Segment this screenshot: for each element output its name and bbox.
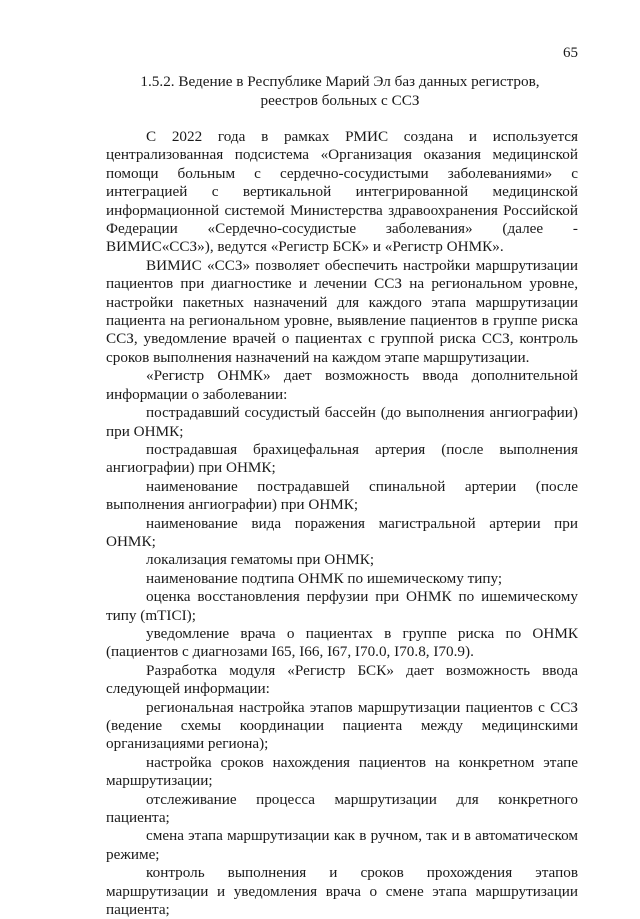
paragraph-rmis-intro: С 2022 года в рамках РМИС создана и используется централизованная подсистема «Организация оказания медицинской помощи больным с сердечно-сосудистыми заболеваниями» с интеграцией с вертикальной интегрированной медицинской информационной системой Министерства здравоохранения Российской Федерации «Сердечно-сосудистые заболевания» (далее - ВИМИС«ССЗ»), ведутся «Регистр БСК» и «Регистр ОНМК». — [106, 128, 578, 256]
list-item-onmk-5: локализация гематомы при ОНМК; — [146, 551, 375, 569]
section-heading — [110, 73, 570, 110]
section-heading-line-1: 1.5.2. Ведение в Республике Марий Эл баз данных регистров, — [140, 73, 540, 90]
body-text — [106, 128, 578, 919]
list-item-bsk-5: контроль выполнения и сроков прохождения этапов маршрутизации и уведомления врача о смене этапа маршрутизации пациента; — [106, 864, 578, 919]
section-heading-line-2: реестров больных с ССЗ — [260, 91, 420, 109]
list-item-onmk-1: пострадавший сосудистый бассейн (до выполнения ангиографии) при ОНМК; — [106, 404, 578, 440]
list-item-bsk-1: региональная настройка этапов маршрутизации пациентов с ССЗ (ведение схемы координации пациента между медицинскими организациями региона); — [106, 698, 578, 753]
list-item-bsk-3: отслеживание процесса маршрутизации для конкретного пациента; — [106, 790, 578, 827]
paragraph-vimis-capabilities: ВИМИС «ССЗ» позволяет обеспечить настройки маршрутизации пациентов при диагностике и лечении ССЗ на региональном уровне, настройки пакетных назначений для каждого этапа маршрутизации пациента на региональном уровне, выявление пациентов в группе риска ССЗ, уведомление врачей о пациентах с группой риска ССЗ, контроль сроков выполнения назначений на каждом этапе маршрутизации. — [106, 256, 578, 366]
list-item-onmk-2: пострадавшая брахицефальная артерия (после выполнения ангиографии) при ОНМК; — [106, 440, 578, 477]
list-item-onmk-7: оценка восстановления перфузии при ОНМК по ишемическому типу (mTICI); — [106, 588, 578, 624]
list-item-onmk-6: наименование подтипа ОНМК по ишемическому типу; — [146, 569, 503, 587]
list-item-onmk-8: уведомление врача о пациентах в группе риска по ОНМК (пациентов с диагнозами I65, I66, I67, I70.0, I70.8, I70.9). — [106, 624, 578, 661]
list-item-onmk-3: наименование пострадавшей спинальной артерии (после выполнения ангиографии) при ОНМК; — [106, 477, 578, 514]
page-number: 65 — [563, 45, 578, 61]
paragraph-onmk-register-intro: «Регистр ОНМК» дает возможность ввода дополнительной информации о заболевании: — [106, 367, 578, 403]
list-item-onmk-4: наименование вида поражения магистральной артерии при ОНМК; — [106, 514, 578, 550]
list-item-bsk-4: смена этапа маршрутизации как в ручном, так и в автоматическом режиме; — [106, 827, 578, 863]
list-item-bsk-2: настройка сроков нахождения пациентов на конкретном этапе маршрутизации; — [106, 753, 578, 790]
paragraph-bsk-register-intro: Разработка модуля «Регистр БСК» дает возможность ввода следующей информации: — [106, 661, 578, 698]
